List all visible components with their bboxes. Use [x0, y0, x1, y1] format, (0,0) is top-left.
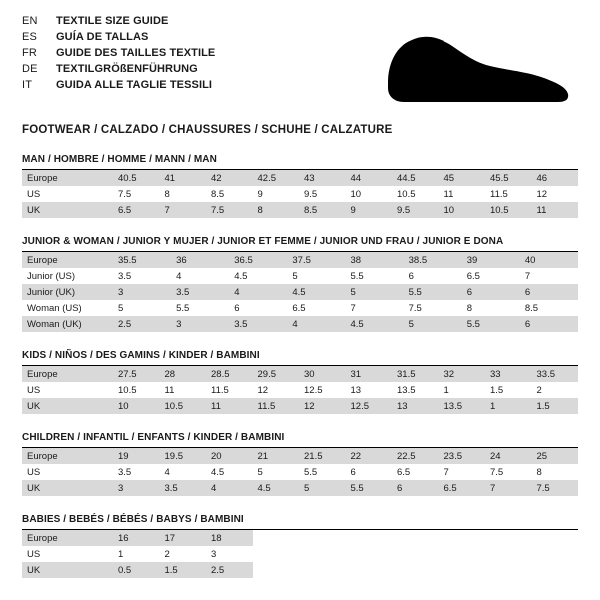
row-label: Woman (UK)	[22, 316, 113, 332]
cell: 1	[485, 398, 532, 414]
cell: 5	[346, 284, 404, 300]
cell: 32	[439, 366, 486, 382]
table-row	[22, 252, 578, 268]
cell: 8	[532, 464, 579, 480]
cell: 6.5	[439, 480, 486, 496]
cell: 9.5	[299, 186, 346, 202]
cell: 7.5	[113, 186, 160, 202]
table-row	[22, 562, 578, 578]
row-label: Woman (US)	[22, 300, 113, 316]
section-kids	[22, 350, 578, 414]
cell: 5.5	[299, 464, 346, 480]
cell: 2.5	[206, 562, 253, 578]
language-row-de	[22, 62, 215, 76]
cell: 12	[532, 186, 579, 202]
cell: 1	[113, 546, 160, 562]
cell: 22	[346, 448, 393, 464]
row-label: Europe	[22, 366, 113, 382]
cell: 10	[346, 186, 393, 202]
cell: 2	[532, 382, 579, 398]
cell: 5	[113, 300, 171, 316]
cell: 4	[160, 464, 207, 480]
cell: 6	[346, 464, 393, 480]
cell: 6	[520, 284, 578, 300]
cell-empty	[253, 546, 300, 562]
cell-empty	[439, 530, 486, 546]
cell: 37.5	[287, 252, 345, 268]
cell: 4	[229, 284, 287, 300]
table-row	[22, 398, 578, 414]
cell: 5.5	[462, 316, 520, 332]
row-label: US	[22, 382, 113, 398]
cell: 11	[206, 398, 253, 414]
cell: 6.5	[287, 300, 345, 316]
language-row-en	[22, 14, 215, 28]
cell: 25	[532, 448, 579, 464]
cell: 5.5	[171, 300, 229, 316]
cell: 17	[160, 530, 207, 546]
section-title: BABIES / BEBÉS / BÉBÉS / BABYS / BAMBINI	[22, 514, 578, 530]
cell-empty	[346, 562, 393, 578]
cell: 12.5	[346, 398, 393, 414]
cell-empty	[485, 562, 532, 578]
cell: 24	[485, 448, 532, 464]
cell: 5.5	[346, 480, 393, 496]
cell-empty	[439, 546, 486, 562]
cell: 8	[160, 186, 207, 202]
section-junior-woman	[22, 236, 578, 332]
cell: 3.5	[160, 480, 207, 496]
language-titles	[22, 14, 215, 92]
cell: 3	[171, 316, 229, 332]
table-row	[22, 546, 578, 562]
cell: 7	[346, 300, 404, 316]
cell: 6	[462, 284, 520, 300]
cell: 36.5	[229, 252, 287, 268]
cell: 23.5	[439, 448, 486, 464]
cell: 3.5	[113, 464, 160, 480]
cell: 36	[171, 252, 229, 268]
cell-empty	[392, 562, 439, 578]
cell-empty	[253, 530, 300, 546]
size-table-man	[22, 170, 578, 218]
table-row	[22, 464, 578, 480]
cell: 4	[287, 316, 345, 332]
table-row	[22, 382, 578, 398]
cell-empty	[485, 530, 532, 546]
cell: 4.5	[346, 316, 404, 332]
cell-empty	[532, 530, 579, 546]
cell: 13.5	[439, 398, 486, 414]
cell: 3	[113, 480, 160, 496]
cell: 6	[520, 316, 578, 332]
language-code: DE	[22, 63, 38, 75]
cell: 7.5	[404, 300, 462, 316]
cell: 11.5	[253, 398, 300, 414]
section-babies	[22, 514, 578, 578]
cell: 1.5	[485, 382, 532, 398]
cell-empty	[299, 546, 346, 562]
cell: 21	[253, 448, 300, 464]
cell: 4	[206, 480, 253, 496]
cell: 9.5	[392, 202, 439, 218]
cell: 6.5	[113, 202, 160, 218]
cell: 13.5	[392, 382, 439, 398]
cell: 5.5	[404, 284, 462, 300]
cell: 13	[346, 382, 393, 398]
cell: 11.5	[206, 382, 253, 398]
cell: 46	[532, 170, 579, 186]
cell-empty	[485, 546, 532, 562]
cell: 8	[462, 300, 520, 316]
cell-empty	[299, 530, 346, 546]
table-row	[22, 448, 578, 464]
cell: 29.5	[253, 366, 300, 382]
cell: 6	[229, 300, 287, 316]
cell: 13	[392, 398, 439, 414]
dress-shoe-icon	[382, 26, 572, 110]
cell: 18	[206, 530, 253, 546]
language-title: TEXTILE SIZE GUIDE	[56, 15, 169, 27]
section-title: JUNIOR & WOMAN / JUNIOR Y MUJER / JUNIOR ET FEMME / JUNIOR UND FRAU / JUNIOR E DONA	[22, 236, 578, 252]
cell: 4.5	[253, 480, 300, 496]
cell: 20	[206, 448, 253, 464]
cell: 44	[346, 170, 393, 186]
section-children	[22, 432, 578, 496]
cell: 19	[113, 448, 160, 464]
cell-empty	[253, 562, 300, 578]
language-title: GUIDE DES TAILLES TEXTILE	[56, 47, 216, 59]
cell: 35.5	[113, 252, 171, 268]
cell: 11	[439, 186, 486, 202]
cell: 11	[532, 202, 579, 218]
language-code: EN	[22, 15, 38, 27]
cell-empty	[392, 530, 439, 546]
cell: 3.5	[171, 284, 229, 300]
cell: 12	[253, 382, 300, 398]
cell: 8.5	[299, 202, 346, 218]
cell: 40	[520, 252, 578, 268]
cell: 7.5	[532, 480, 579, 496]
cell: 6	[404, 268, 462, 284]
cell: 4	[171, 268, 229, 284]
cell: 40.5	[113, 170, 160, 186]
row-label: US	[22, 464, 113, 480]
cell: 10.5	[160, 398, 207, 414]
cell: 1.5	[160, 562, 207, 578]
cell: 12.5	[299, 382, 346, 398]
cell-empty	[532, 562, 579, 578]
cell: 44.5	[392, 170, 439, 186]
language-title: GUIDA ALLE TAGLIE TESSILI	[56, 79, 213, 91]
language-title: GUÍA DE TALLAS	[56, 31, 149, 43]
table-row	[22, 366, 578, 382]
cell: 7.5	[206, 202, 253, 218]
cell: 31.5	[392, 366, 439, 382]
table-row	[22, 268, 578, 284]
size-table-babies	[22, 530, 578, 578]
cell: 42.5	[253, 170, 300, 186]
cell: 38	[346, 252, 404, 268]
size-table-children	[22, 448, 578, 496]
cell: 7	[485, 480, 532, 496]
cell: 5	[299, 480, 346, 496]
cell-empty	[392, 546, 439, 562]
cell: 4.5	[206, 464, 253, 480]
cell: 9	[346, 202, 393, 218]
language-row-fr	[22, 46, 215, 60]
cell: 31	[346, 366, 393, 382]
table-row	[22, 170, 578, 186]
size-table-kids	[22, 366, 578, 414]
table-row	[22, 284, 578, 300]
row-label: Europe	[22, 448, 113, 464]
cell: 43	[299, 170, 346, 186]
table-row	[22, 316, 578, 332]
cell: 5	[253, 464, 300, 480]
cell: 45	[439, 170, 486, 186]
cell: 41	[160, 170, 207, 186]
cell: 38.5	[404, 252, 462, 268]
cell-empty	[346, 530, 393, 546]
cell: 7	[439, 464, 486, 480]
cell: 9	[253, 186, 300, 202]
cell: 10.5	[113, 382, 160, 398]
row-label: UK	[22, 202, 113, 218]
cell: 8	[253, 202, 300, 218]
cell: 39	[462, 252, 520, 268]
cell: 7.5	[485, 464, 532, 480]
cell: 10	[113, 398, 160, 414]
row-label: Europe	[22, 252, 113, 268]
row-label: UK	[22, 398, 113, 414]
cell: 3	[206, 546, 253, 562]
cell: 6.5	[392, 464, 439, 480]
cell: 33	[485, 366, 532, 382]
section-title: MAN / HOMBRE / HOMME / MANN / MAN	[22, 154, 578, 170]
cell: 6.5	[462, 268, 520, 284]
cell: 19.5	[160, 448, 207, 464]
cell: 1	[439, 382, 486, 398]
language-title: TEXTILGRÖßENFÜHRUNG	[56, 63, 198, 75]
cell: 7	[520, 268, 578, 284]
cell: 28.5	[206, 366, 253, 382]
cell: 2	[160, 546, 207, 562]
section-title: CHILDREN / INFANTIL / ENFANTS / KINDER / BAMBINI	[22, 432, 578, 448]
cell-empty	[346, 546, 393, 562]
cell-empty	[439, 562, 486, 578]
cell: 5	[287, 268, 345, 284]
row-label: Europe	[22, 170, 113, 186]
language-row-it	[22, 78, 215, 92]
cell: 12	[299, 398, 346, 414]
row-label: Europe	[22, 530, 113, 546]
section-title: KIDS / NIÑOS / DES GAMINS / KINDER / BAMBINI	[22, 350, 578, 366]
cell-empty	[532, 546, 579, 562]
cell: 1.5	[532, 398, 579, 414]
cell: 10.5	[392, 186, 439, 202]
table-row	[22, 480, 578, 496]
row-label: Junior (UK)	[22, 284, 113, 300]
row-label: US	[22, 546, 113, 562]
cell: 4.5	[287, 284, 345, 300]
section-man	[22, 154, 578, 218]
cell: 27.5	[113, 366, 160, 382]
language-code: FR	[22, 47, 38, 59]
cell: 16	[113, 530, 160, 546]
cell: 33.5	[532, 366, 579, 382]
cell: 10	[439, 202, 486, 218]
cell: 8.5	[206, 186, 253, 202]
cell: 21.5	[299, 448, 346, 464]
cell: 10.5	[485, 202, 532, 218]
cell: 42	[206, 170, 253, 186]
category-heading: FOOTWEAR / CALZADO / CHAUSSURES / SCHUHE / CALZATURE	[22, 124, 393, 136]
cell: 7	[160, 202, 207, 218]
row-label: Junior (US)	[22, 268, 113, 284]
language-row-es	[22, 30, 215, 44]
cell: 3.5	[229, 316, 287, 332]
cell: 5	[404, 316, 462, 332]
table-row	[22, 300, 578, 316]
cell: 5.5	[346, 268, 404, 284]
table-row	[22, 202, 578, 218]
cell: 2.5	[113, 316, 171, 332]
row-label: US	[22, 186, 113, 202]
table-row	[22, 530, 578, 546]
cell: 28	[160, 366, 207, 382]
cell: 4.5	[229, 268, 287, 284]
cell: 8.5	[520, 300, 578, 316]
size-table-junior-woman	[22, 252, 578, 332]
language-code: ES	[22, 31, 38, 43]
cell: 45.5	[485, 170, 532, 186]
cell: 22.5	[392, 448, 439, 464]
cell: 11	[160, 382, 207, 398]
cell: 3.5	[113, 268, 171, 284]
table-row	[22, 186, 578, 202]
cell-empty	[299, 562, 346, 578]
cell: 30	[299, 366, 346, 382]
row-label: UK	[22, 562, 113, 578]
row-label: UK	[22, 480, 113, 496]
cell: 6	[392, 480, 439, 496]
language-code: IT	[22, 79, 33, 91]
cell: 3	[113, 284, 171, 300]
cell: 0.5	[113, 562, 160, 578]
cell: 11.5	[485, 186, 532, 202]
document-header	[22, 14, 578, 110]
